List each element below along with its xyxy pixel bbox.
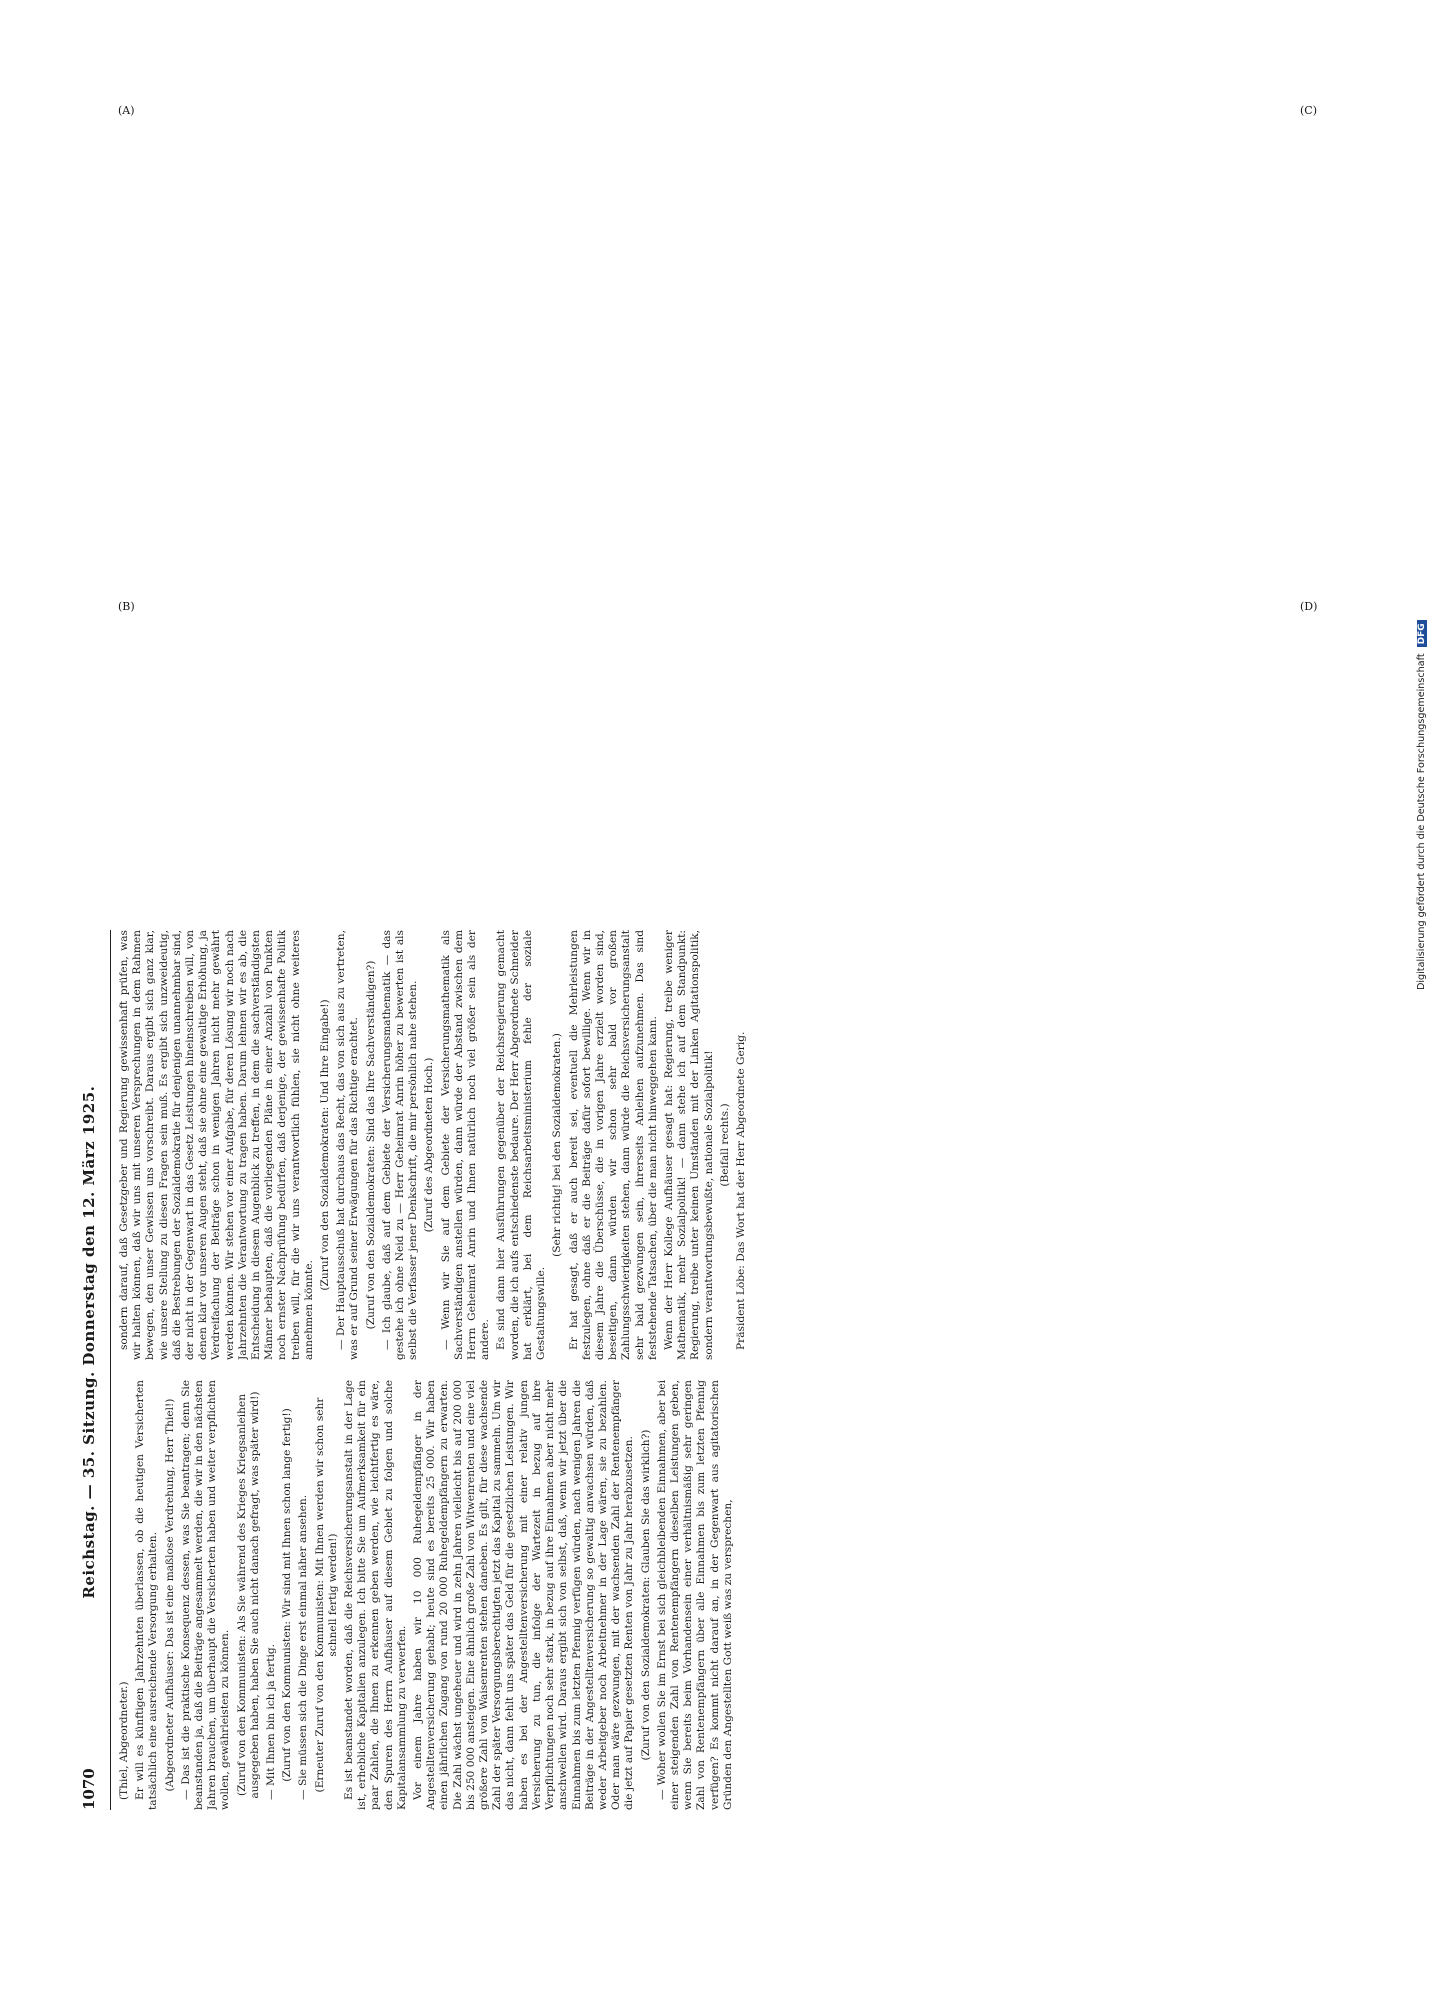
margin-mark: (C) bbox=[1300, 104, 1317, 117]
text-column-left bbox=[118, 1380, 1308, 1810]
interjection: (Erneuter Zuruf von den Kommunisten: Mit Ihnen werden wir schon sehr schnell fertig werden!) bbox=[313, 1397, 339, 1793]
margin-mark: (A) bbox=[118, 104, 135, 117]
credit-text: Digitalisierung gefördert durch die Deutsche Forschungsgemeinschaft bbox=[1416, 653, 1427, 990]
paragraph: Vor einem Jahre haben wir 10 000 Ruhegeldempfänger in der Angestelltenversicherung gehabt; heute sind es bereits 25 000. Wir haben einen jährlichen Zugang von rund 20 000 Ruhegeldempfängern zu erwarten. Die Zahl wächst ungeheuer und wird in zehn Jahren vielleicht bis auf 200 000 bis 250 000 ansteigen. Eine ähnlich große Zahl von Witwenrenten und eine viel größere Zahl von Waisenrenten stehen daneben. Es gilt, für diese wachsende Zahl der später Versorgungsberechtigten jetzt das Kapital zu sammeln. Um wir das nicht, dann fehlt uns später das Geld für die gesetzlichen Leistungen. Wir haben es bei der Angestelltenversicherung mit einer relativ jungen Versicherung zu tun, die infolge der Wartezeit in bezug auf ihre Verpflichtungen noch sehr stark, in bezug auf ihre Einnahmen aber nicht mehr anschwellen wird. Daraus ergibt sich von selbst, daß, wenn wir jetzt über die Einnahmen bis zum letzten Pfennig verfügen würden, nach wenigen Jahren die Beiträge in der Angestelltenversicherung so gewaltig anwachsen würden, daß weder Arbeitgeber noch Arbeitnehmer in der Lage wären, sie zu bezahlen. Oder man wäre gezwungen, mit der wachsenden Zahl der Rentenempfänger die jetzt auf Papier gesetzten Renten von Jahr zu Jahr herabzusetzen. bbox=[412, 1380, 636, 1810]
paragraph: Es sind dann hier Ausführungen gegenüber der Reichsregierung gemacht worden, die ich aufs entschiedenste bedaure. Der Herr Abgeordnete Schneider hat erklärt, bei dem Reichsarbeitsministerium fehle der soziale Gestaltungswille. bbox=[495, 930, 548, 1360]
paragraph: — Ich glaube, daß auf dem Gebiete der Versicherungsmathematik — das gestehe ich ohne Neid zu — Herr Geheimrat Anrin höher zu bewerten ist als selbst die Verfasser jener Denkschrift, die mir persönlich nahe stehen. bbox=[380, 930, 420, 1360]
paragraph: — Das ist die praktische Konsequenz dessen, was Sie beantragen; denn Sie beanstanden ja, daß die Beiträge angesammelt werden, die wir in den nächsten Jahren brauchen, um überhaupt die Versicherten haben und weiter verpflichten wollen, gewährleisten zu können. bbox=[179, 1380, 232, 1810]
margin-mark: (D) bbox=[1300, 600, 1318, 613]
dfg-badge: DFG bbox=[1417, 620, 1427, 647]
margin-mark: (B) bbox=[118, 600, 135, 613]
paragraph: Er will es künftigen Jahrzehnten überlassen, ob die heutigen Versicherten tatsächlich eine ausreichende Versorgung erhalten. bbox=[134, 1380, 160, 1810]
interjection: (Zuruf von den Sozialdemokraten: Sind das Ihre Sachverständigen?) bbox=[364, 960, 377, 1330]
interjection: (Abgeordneter Aufhäuser: Das ist eine maßlose Verdrehung, Herr Thiel!) bbox=[163, 1398, 176, 1792]
paragraph: — Mit Ihnen bin ich ja fertig. bbox=[265, 1644, 278, 1800]
paragraph: (Thiel, Abgeordneter.) bbox=[118, 1681, 130, 1800]
page-title: Reichstag. — 35. Sitzung. Donnerstag den 12. März 1925. bbox=[80, 1085, 98, 1599]
interjection: (Zuruf von den Kommunisten: Als Sie während des Krieges Kriegsanleihen ausgegeben haben, haben Sie auch nicht danach gefragt, was später wird!) bbox=[235, 1391, 261, 1799]
page-number: 1070 bbox=[80, 1768, 98, 1810]
interjection: (Sehr richtig! bei den Sozialdemokraten.) bbox=[551, 1033, 564, 1257]
scanned-page bbox=[80, 930, 960, 2000]
interjection: (Zuruf des Abgeordneten Hoch.) bbox=[423, 1057, 436, 1233]
paragraph: sondern darauf, daß Gesetzgeber und Regierung gewissenhaft prüfen, was wir halten können, daß wir uns mit unseren Versprechungen in dem Rahmen bewegen, den unser Gewissen uns vorschreibt. Daraus ergibt sich ganz klar, wie unsere Stellung zu diesen Fragen sein muß. Es ergibt sich unzweideutig, daß die Bestrebungen der Sozialdemokratie für denjenigen unannehmbar sind, der nicht in der Gegenwart in das Gesetz Leistungen hineinschreiben will, von denen klar vor unseren Augen steht, daß sie ohne eine gewaltige Erhöhung, ja Verdreifachung der Beiträge schon in wenigen Jahren nicht mehr gewährt werden können. Wir stehen vor einer Aufgabe, für deren Lösung wir noch nach Jahrzehnten die Verantwortung zu tragen haben. Darum lehnen wir es ab, die Entscheidung in diesem Augenblick zu treffen, in dem die sachverständigsten Männer behaupten, daß die vorliegenden Pläne in einer Anzahl von Punkten noch ernster Nachprüfung bedürfen, daß derjenige, der gewissenhafte Politik treiben will, für die wir uns verantwortlich fühlen, sie nicht ohne weiteres annehmen könnte. bbox=[118, 930, 315, 1360]
paragraph: Wenn der Herr Kollege Aufhäuser gesagt hat: Regierung, treibe weniger Mathematik, mehr Sozialpolitik! — dann stehe ich auf dem Standpunkt: Regierung, treibe unter keinen Umständen mit der Linken Agitationspolitik, sondern verantwortungsbewußte, nationale Sozialpolitik! bbox=[662, 930, 715, 1360]
paragraph: — Der Hauptausschuß hat durchaus das Recht, das von sich aus zu vertreten, was er auf Grund seiner Erwägungen für das Richtige erachtet. bbox=[335, 930, 361, 1360]
paragraph: — Woher wollen Sie im Ernst bei sich gleichbleibenden Einnahmen, aber bei einer steigenden Zahl von Rentenempfängern dieselben Leistungen geben, wenn Sie bereits beim Vorhandensein einer verhältnismäßig sehr geringen Zahl von Rentenempfängern über alle Einnahmen bis zum letzten Pfennig verfügen? Es kommt nicht darauf an, in der Gegenwart aus agitatorischen Gründen den Angestellten Gott weiß was zu versprechen, bbox=[655, 1380, 734, 1810]
interjection: (Zuruf von den Kommunisten: Wir sind mit Ihnen schon lange fertig!) bbox=[281, 1408, 294, 1782]
paragraph: Er hat gesagt, daß er auch bereit sei, eventuell die Mehrleistungen festzulegen, ohne daß er die Beiträge dafür sofort bewillige. Wenn wir in diesem Jahre die Überschüsse, die in vorigen Jahre erzielt worden sind, beseitigen, dann würden wir schon sehr bald vor großen Zahlungsschwierigkeiten stehen, dann würde die Reichsversicherungsanstalt sehr bald gezwungen sein, ihrerseits Anleihen aufzunehmen. Das sind feststehende Tatsachen, über die man nicht hinweggehen kann. bbox=[567, 930, 659, 1360]
paragraph: Es ist beanstandet worden, daß die Reichsversicherungsanstalt in der Lage ist, erhebliche Kapitalien anzulegen. Ich bitte Sie um Aufmerksamkeit für ein paar Zahlen, die Ihnen zu erkennen geben werden, wie leichtfertig es wäre, den Spuren des Herrn Aufhäuser auf diesem Gebiet zu folgen und solche Kapitalansammlung zu verwerfen. bbox=[343, 1380, 408, 1810]
paragraph: — Sie müssen sich die Dinge erst einmal näher ansehen. bbox=[297, 1494, 310, 1800]
interjection: (Zuruf von den Sozialdemokraten: Und Ihre Eingabe!) bbox=[319, 999, 332, 1291]
interjection: (Beifall rechts.) bbox=[718, 1103, 731, 1187]
paragraph: Präsident Löbe: Das Wort hat der Herr Abgeordnete Gerig. bbox=[734, 1031, 747, 1350]
interjection: (Zuruf von den Sozialdemokraten: Glauben Sie das wirklich?) bbox=[639, 1429, 652, 1761]
page-header bbox=[80, 930, 111, 1810]
paragraph: — Wenn wir Sie auf dem Gebiete der Versicherungsmathematik als Sachverständigen anstellen würden, dann würde der Abstand zwischen dem Herrn Geheimrat Anrin und Ihnen natürlich noch viel größer sein als der andere. bbox=[439, 930, 492, 1360]
text-column-right bbox=[118, 930, 1308, 1360]
digitization-credit bbox=[1414, 10, 1432, 990]
